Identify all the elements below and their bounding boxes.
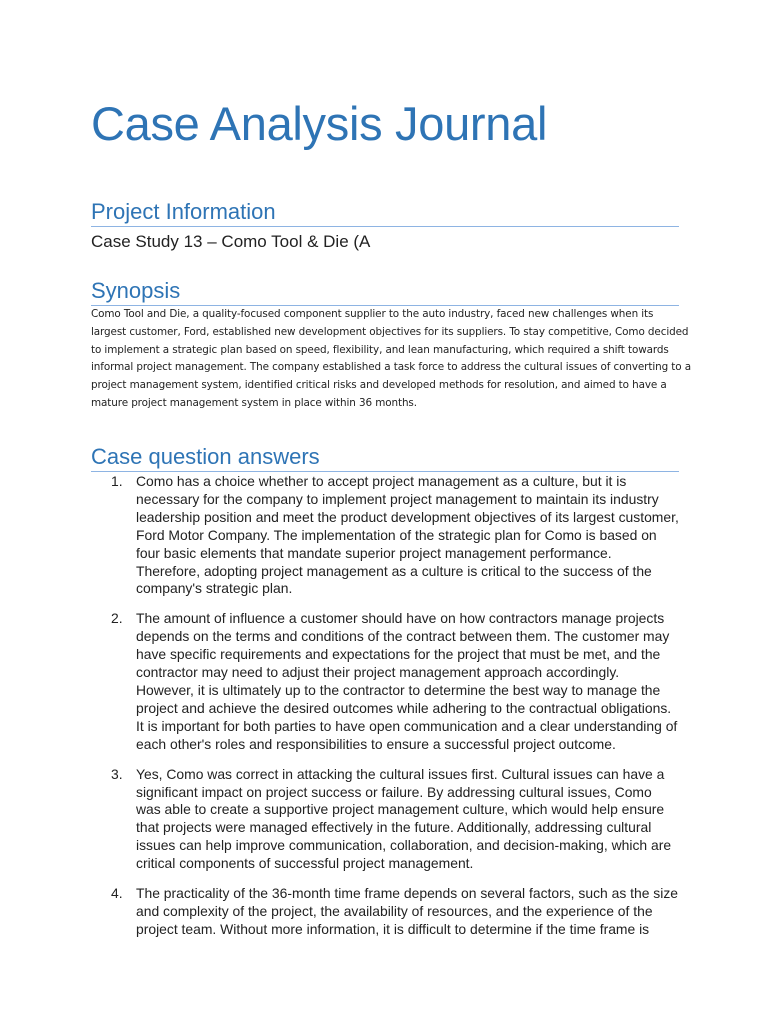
answer-item-4: [91, 885, 679, 939]
answer-item-3: [91, 766, 679, 873]
answer-item-1: [91, 473, 679, 598]
project-information-heading: Project Information: [91, 198, 679, 227]
answer-number: 1.: [111, 473, 123, 489]
synopsis-paragraph: Como Tool and Die, a quality-focused component supplier to the auto industry, faced new challenges when its largest customer, Ford, established new development objectives for its suppliers. To stay competitive, Como decided to implement a strategic plan based on speed, flexibility, and lean manufacturing, which required a shift towards informal project management. The company established a task force to address the cultural issues of converting to a project management system, identified critical risks and developed methods for resolution, and aimed to have a mature project management system in place within 36 months.: [91, 308, 692, 409]
case-question-answers-heading: Case question answers: [91, 443, 679, 472]
answer-text: The amount of influence a customer should have on how contractors manage projects depends on the terms and conditions of the contract between them. The customer may have specific requirements and expectations for the project that must be met, and the contractor may need to adjust their project management approach accordingly. However, it is ultimately up to the contractor to determine the best way to manage the project and achieve the desired outcomes while adhering to the contractual obligations. It is important for both parties to have open communication and a clear understanding of each other's roles and responsibilities to ensure a successful project outcome.: [136, 610, 678, 752]
answers-list: [91, 473, 679, 939]
synopsis-heading: Synopsis: [91, 277, 679, 306]
answer-item-2: [91, 610, 679, 753]
answer-text: Yes, Como was correct in attacking the cultural issues first. Cultural issues can have a significant impact on project success or failure. By addressing cultural issues, Como was able to create a supportive project management culture, which would help ensure that projects were managed effectively in the future. Additionally, addressing cultural issues can help improve communication, collaboration, and decision-making, which are critical components of successful project management.: [136, 765, 672, 872]
answer-number: 2.: [111, 610, 123, 627]
document-title: Case Analysis Journal: [91, 97, 548, 150]
answer-text: The practicality of the 36-month time frame depends on several factors, such as the size and complexity of the project, the availability of resources, and the experience of the project team. Without more information, it is difficult to determine if the time frame is: [136, 885, 678, 937]
case-study-subtitle: Case Study 13 – Como Tool & Die (A: [91, 232, 371, 251]
answer-number: 4.: [111, 885, 123, 902]
answer-number: 3.: [111, 765, 123, 782]
answer-text: Como has a choice whether to accept project management as a culture, but it is necessary for the company to implement project management to maintain its industry leadership position and meet the product development objectives of its largest customer, Ford Motor Company. The implementation of the strategic plan for Como is based on four basic elements that mandate superior project management performance. Therefore, adopting project management as a culture is critical to the success of the company's strategic plan.: [136, 473, 679, 597]
